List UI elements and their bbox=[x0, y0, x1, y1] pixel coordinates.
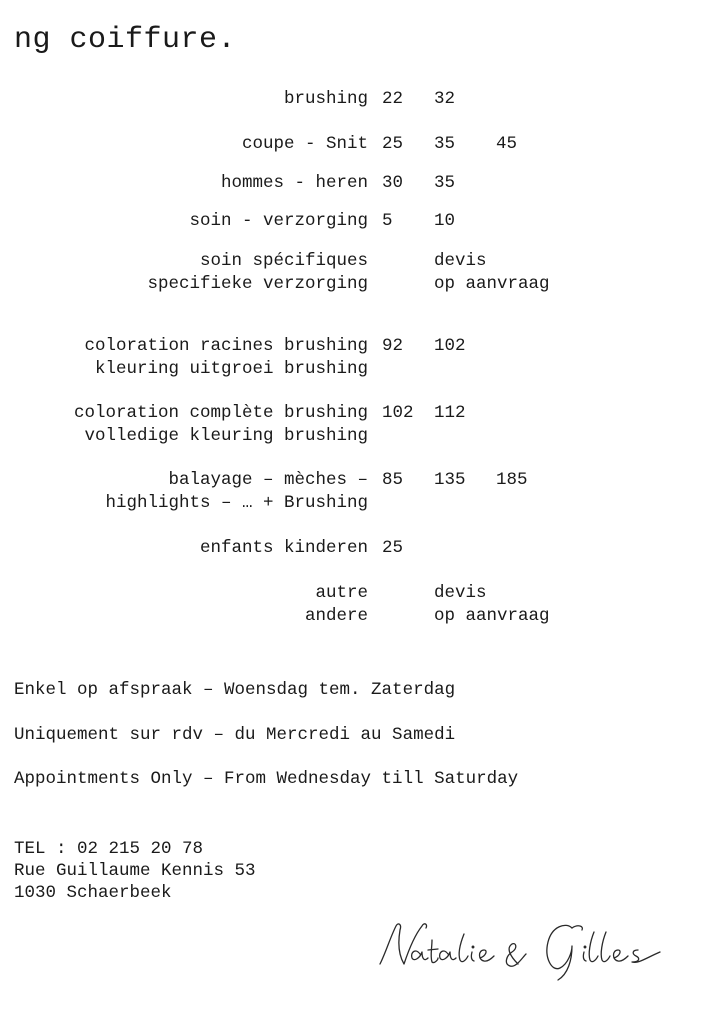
street-address: Rue Guillaume Kennis 53 bbox=[14, 861, 256, 881]
city-address: 1030 Schaerbeek bbox=[14, 883, 172, 903]
price-2: 32 bbox=[434, 89, 456, 109]
service-label bbox=[221, 172, 368, 195]
service-name-nl: kleuring uitgroei brushing bbox=[94, 358, 368, 379]
service-label bbox=[284, 88, 368, 111]
price-1: 102 bbox=[382, 403, 414, 423]
signature-natalie-gilles bbox=[376, 912, 676, 984]
service-name: enfants kinderen bbox=[199, 538, 368, 558]
price-2: 35 bbox=[434, 173, 456, 193]
price-1: 30 bbox=[382, 173, 404, 193]
contact-block bbox=[14, 838, 256, 904]
service-name: soin spécifiques bbox=[199, 251, 368, 271]
service-name-nl: volledige kleuring brushing bbox=[84, 425, 368, 446]
service-label bbox=[200, 537, 368, 560]
brand-title: ng coiffure. bbox=[14, 23, 237, 57]
service-label bbox=[147, 250, 368, 295]
service-name: coloration complète brushing bbox=[73, 403, 368, 423]
service-name: brushing bbox=[283, 89, 368, 109]
quote-nl: op aanvraag bbox=[434, 605, 550, 626]
service-name: coupe - Snit bbox=[241, 134, 368, 154]
service-name-nl: specifieke verzorging bbox=[147, 273, 368, 294]
service-name: hommes - heren bbox=[220, 173, 368, 193]
price-2: 135 bbox=[434, 470, 466, 490]
service-name-nl: andere bbox=[304, 605, 368, 626]
price-3: 185 bbox=[496, 470, 528, 490]
price-1: 25 bbox=[382, 538, 404, 558]
service-label bbox=[74, 402, 368, 447]
service-label bbox=[189, 210, 368, 233]
price-2: 35 bbox=[434, 134, 456, 154]
info-line-nl: Enkel op afspraak – Woensdag tem. Zaterdag bbox=[14, 680, 456, 700]
service-name: autre bbox=[315, 583, 368, 603]
info-line-en: Appointments Only – From Wednesday till Saturday bbox=[14, 769, 519, 789]
quote-on-request bbox=[434, 250, 550, 295]
service-name: coloration racines brushing bbox=[84, 336, 368, 356]
price-2: 10 bbox=[434, 211, 456, 231]
service-name-nl: highlights – … + Brushing bbox=[105, 492, 368, 513]
price-2: 102 bbox=[434, 336, 466, 356]
service-label bbox=[105, 469, 368, 514]
service-name: soin - verzorging bbox=[189, 211, 368, 231]
price-1: 22 bbox=[382, 89, 404, 109]
service-label bbox=[305, 582, 368, 627]
phone-number: TEL : 02 215 20 78 bbox=[14, 839, 204, 859]
price-1: 25 bbox=[382, 134, 404, 154]
price-1: 85 bbox=[382, 470, 404, 490]
quote-on-request bbox=[434, 582, 550, 627]
quote-fr: devis bbox=[434, 251, 487, 271]
price-2: 112 bbox=[434, 403, 466, 423]
service-label bbox=[242, 133, 368, 156]
price-1: 5 bbox=[382, 211, 393, 231]
price-3: 45 bbox=[496, 134, 518, 154]
price-1: 92 bbox=[382, 336, 404, 356]
info-line-fr: Uniquement sur rdv – du Mercredi au Samedi bbox=[14, 725, 456, 745]
service-name: balayage – mèches – bbox=[168, 470, 368, 490]
quote-fr: devis bbox=[434, 583, 487, 603]
service-label bbox=[84, 335, 368, 380]
quote-nl: op aanvraag bbox=[434, 273, 550, 294]
